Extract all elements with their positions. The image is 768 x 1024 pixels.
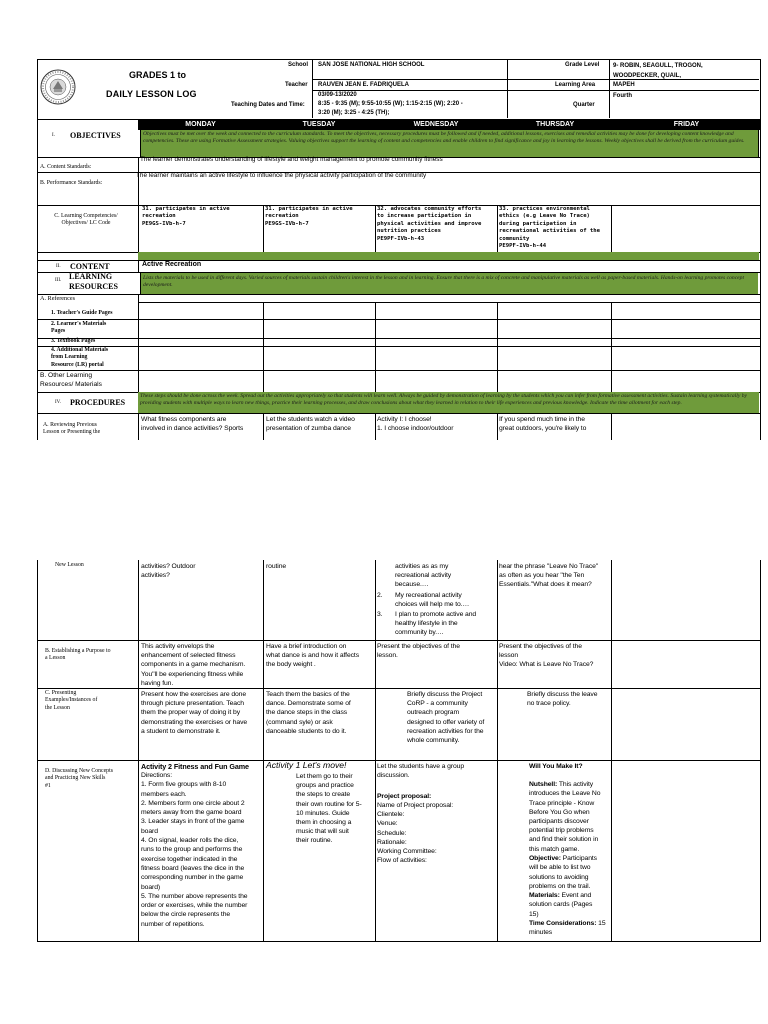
row-c-label: C. Presenting Examples/Instances of the Lesson <box>45 690 98 711</box>
area-value: MAPEH <box>613 82 635 88</box>
objectives-note: Objectives must be met over the week and connected to the curriculum standards. To meet the objectives, necessary procedures must be followed and if needed, additional lessons, exercises and remedial activities may be done for developing content knowledge and competencies. These are using Formative Assessment strategies. Valuing objectives support the learning of content and competencies and enable children to find significance and joy in learning the lessons. Weekly objectives shall be derived from the curriculum guides. <box>140 130 759 157</box>
row-d-thursday-materials: Materials: Event and solution cards (Pages 15) <box>529 892 593 918</box>
row-b-thursday: Present the objectives of the lesson Video: What is Leave No Trace? <box>499 643 594 669</box>
row-a-label-bottom: New Lesson <box>55 562 84 568</box>
list-item: 2. My recreational activity choices will help me to.… <box>377 592 470 609</box>
deped-seal-icon <box>40 69 76 105</box>
school-label: School <box>288 62 309 68</box>
reference-learners-materials: 2. Learner's Materials Pages <box>51 321 107 335</box>
dates-label: Teaching Dates and Time: <box>231 102 305 108</box>
row-a-monday-top: What fitness components are involved in dance activities? Sports <box>141 416 244 433</box>
dll-title-line1: GRADES 1 to <box>129 70 187 80</box>
row-d-monday-body: Directions: 1. Form five groups with 8-10 members each. 2. Members form one circle about 2 meters away from the game board 3. Leader stays in front of the game board 4. On signal, leader rolls the dice, runs to the group and performs the exercise together indicated in the fitness board (leaves the dice in the corresponding number in the game board) 5. The number above represents the order or exercises, while the number below the circle represents the number of repetitions. <box>141 772 248 928</box>
objectives-title: OBJECTIVES <box>70 131 121 140</box>
day-wednesday: WEDNESDAY <box>413 121 459 128</box>
row-d-thursday-title: Will You Make It? <box>529 763 583 770</box>
content-green-strip <box>138 252 759 260</box>
learning-resources-roman: III. <box>55 278 62 283</box>
day-tuesday: TUESDAY <box>302 121 336 128</box>
row-c-monday: Present how the exercises are done through picture presentation. Teach them the proper way of doing it by demonstrating the exercises or have a student to demonstrate it. <box>141 691 248 735</box>
row-a-thursday-top: If you spend much time in the great outdoors, you're likely to <box>499 416 587 433</box>
top-segment <box>37 59 760 440</box>
list-item: 3. I plan to promote active and healthy lifestyle in the community by.… <box>377 611 477 637</box>
performance-standards-value: The learner maintains an active lifestyle to influence the physical activity participation of the community <box>136 172 427 179</box>
content-title: CONTENT <box>70 262 110 271</box>
row-a-wednesday-bottom: activities as as my recreational activity because.… <box>395 563 452 589</box>
day-friday: FRIDAY <box>673 121 700 128</box>
row-a-label-top: A. Reviewing Previous Lesson or Presenting the <box>43 422 101 436</box>
day-monday: MONDAY <box>185 121 216 128</box>
row-a-monday-bottom: activities? Outdoor activities? <box>141 563 196 580</box>
competency-wednesday: 32. advocates community efforts to increase participation in physical activities and improve nutrition practices PE9PF-IVb-h-43 <box>377 206 482 242</box>
row-d-monday-title: Activity 2 Fitness and Fun Game <box>141 762 249 771</box>
row-b-tuesday: Have a brief introduction on what dance is and how it affects the body weight . <box>266 643 360 669</box>
row-a-wednesday-top: Activity I: I choose! 1. I choose indoor/outdoor <box>377 416 454 433</box>
row-d-label: D. Discussing New Concepts and Practicing New Skills #1 <box>45 768 113 789</box>
quarter-value: Fourth <box>613 93 632 99</box>
competencies-label: C. Learning Competencies/ Objectives/ LC Code <box>54 213 118 227</box>
grade-label: Grade Level <box>565 62 600 68</box>
teacher-value: RAUVEN JEAN E. FADRIQUELA <box>318 82 410 88</box>
dates-value: 03/09-13/2020 8:35 - 9:35 (M); 9:55-10:55 (W); 1:15-2:15 (W); 2:20 - 3:20 (M); 3:25 - 4:25 (TH); <box>318 92 463 116</box>
row-a-wednesday-list <box>377 591 497 638</box>
learning-resources-note: Lists the materials to be used in different days. Varied sources of materials sustain children's interest in the lesson and in learning. Ensure that there is a mix of concrete and manipulative materials as well as paper-based materials. Hands-on learning promotes concept development. <box>140 273 758 294</box>
row-d-wednesday-body: Name of Project proposal: Clientele: Venue: Schedule: Rationale: Working Committee: Flow of activities: <box>377 802 454 865</box>
day-thursday: THURSDAY <box>535 121 575 128</box>
row-d-wednesday-title: Project proposal: <box>377 793 432 800</box>
competency-tuesday: 31. participates in active recreation PE9GS-IVb-h-7 <box>265 206 353 227</box>
performance-standards-label: B. Performance Standards: <box>40 180 103 186</box>
content-standards-value: The learner demonstrates understanding of lifestyle and weight management to promote community fitness <box>140 156 443 163</box>
content-roman: II. <box>56 264 61 269</box>
row-b-monday: This activity envelops the enhancement of selected fitness components in a game mechanism. You''ll be experiencing fitness while having fun. <box>141 643 246 687</box>
grade-value: 9- ROBIN, SEAGULL, TROGON, WOODPECKER, QUAIL, <box>613 63 703 79</box>
competency-monday: 31. participates in active recreation PE9GS-IVb-h-7 <box>142 206 230 227</box>
row-c-wednesday: Briefly discuss the Project CoRP - a community outreach program designed to offer variety of recreation activities for the whole community. <box>407 691 485 745</box>
row-d-thursday-objective: Objective: Participants will be able to list two solutions to avoiding problems on the trail. <box>529 855 597 890</box>
reference-additional-materials: 4. Additional Materials from Learning Resource (LR) portal <box>51 347 109 368</box>
row-a-thursday-bottom: hear the phrase "Leave No Trace" as often as you hear "the Ten Essentials."What does it mean? <box>499 563 599 589</box>
day-header-bar <box>138 120 760 130</box>
content-value: Active Recreation <box>142 261 202 268</box>
dll-title-line2: DAILY LESSON LOG <box>106 89 197 99</box>
row-d-tuesday-title: Activity 1 Let's move! <box>266 760 347 770</box>
row-a-tuesday-bottom: routine <box>266 563 287 570</box>
content-standards-label: A. Content Standards: <box>40 164 92 170</box>
reference-textbook: 3. Textbook Pages <box>51 338 96 344</box>
procedures-title: PROCEDURES <box>70 398 126 407</box>
row-b-label: B. Establishing a Purpose to a Lesson <box>45 648 111 662</box>
row-b-wednesday: Present the objectives of the lesson. <box>377 643 460 660</box>
learning-resources-title: LEARNING RESOURCES <box>69 272 118 291</box>
row-d-wednesday-intro: Let the students have a group discussion. <box>377 763 465 780</box>
references-label: A. References <box>40 295 76 302</box>
reference-teachers-guide: 1. Teacher's Guide Pages <box>51 310 113 316</box>
row-c-tuesday: Teach them the basics of the dance. Demonstrate some of the dance steps in the class (command syle) or ask danceable students to do it. <box>266 691 351 735</box>
row-a-tuesday-top: Let the students watch a video presentation of zumba dance <box>266 416 355 433</box>
bottom-segment <box>37 560 760 942</box>
school-value: SAN JOSE NATIONAL HIGH SCHOOL <box>318 62 425 68</box>
area-label: Learning Area <box>555 82 596 88</box>
procedures-roman: IV. <box>55 400 61 405</box>
row-d-thursday-nutshell: Nutshell: This activity introduces the Leave No Trace principle - Know Before You Go when participants discover potential trip problems and find their solution in this match game. <box>529 781 601 853</box>
competency-thursday: 33. practices environmental ethics (e.g Leave No Trace) during participation in recreational activities of the community PE9PF-IVb-h-44 <box>499 206 601 250</box>
procedures-note: These steps should be done across the week. Spread out the activities appropriately so that students will learn well. Always be guided by demonstration of learning by the students which you can infer from formative assessment activities. Sustain learning systematically by providing students with multiple ways to learn new things, practice their learning processes, and draw conclusions about what they learned in relation to their life experiences and previous knowledge. Indicate the time allotment for each step. <box>138 392 759 413</box>
quarter-label: Quarter <box>573 102 595 108</box>
row-c-thursday: Briefly discuss the leave no trace policy. <box>527 691 598 708</box>
objectives-roman: I. <box>52 133 55 138</box>
other-learning-resources-label: B. Other Learning Resources/ Materials <box>40 372 102 389</box>
row-d-tuesday-body: Let them go to their groups and practice the steps to create their own routine for 5- 10 minutes. Guide them in choosing a music that will suit their routine. <box>296 773 362 845</box>
teacher-label: Teacher <box>285 82 308 88</box>
row-d-thursday-time: Time Considerations: 15 minutes <box>529 920 606 937</box>
